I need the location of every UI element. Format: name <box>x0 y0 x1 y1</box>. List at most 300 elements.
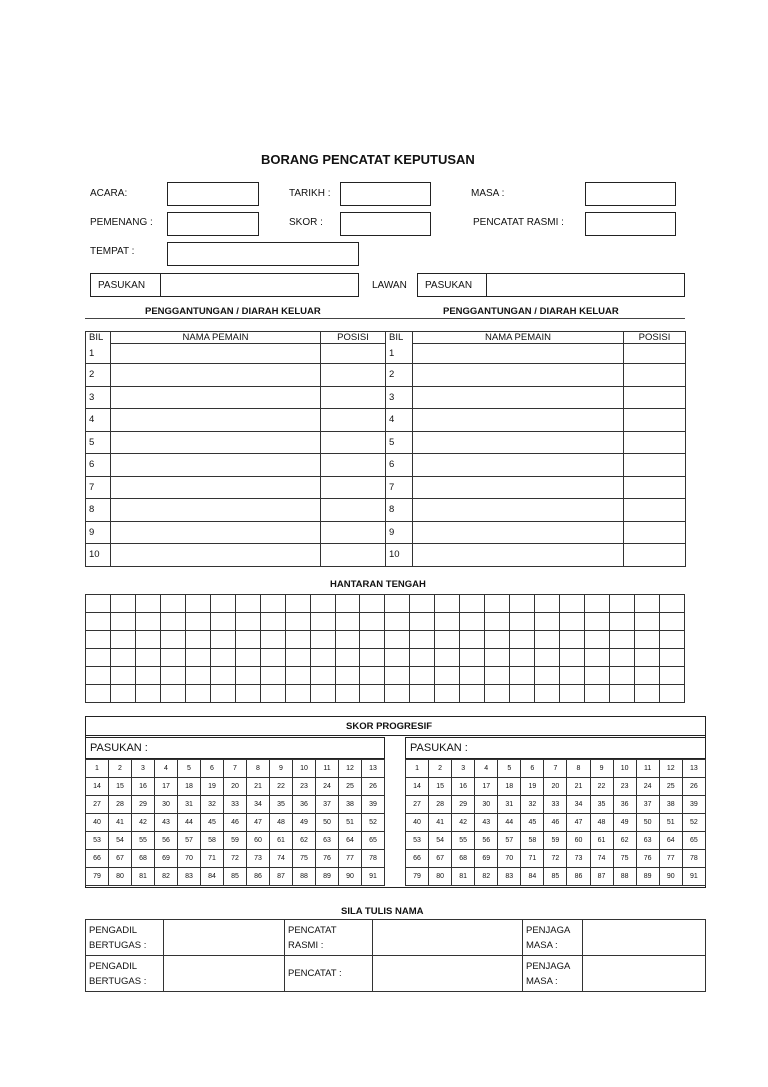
hantaran-cell[interactable] <box>585 613 610 631</box>
skor-cell[interactable]: 55 <box>132 832 155 850</box>
skor-cell[interactable]: 46 <box>544 814 567 832</box>
skor-cell[interactable]: 3 <box>452 760 475 778</box>
skor-cell[interactable]: 5 <box>178 760 201 778</box>
hantaran-cell[interactable] <box>135 667 160 685</box>
skor-cell[interactable]: 60 <box>247 832 270 850</box>
skor-cell[interactable]: 28 <box>109 796 132 814</box>
skor-cell[interactable]: 10 <box>293 760 316 778</box>
hantaran-cell[interactable] <box>285 685 310 703</box>
hantaran-cell[interactable] <box>235 667 260 685</box>
hantaran-cell[interactable] <box>460 685 485 703</box>
hantaran-cell[interactable] <box>285 649 310 667</box>
penjaga-masa-name-cell[interactable] <box>583 920 706 956</box>
skor-cell[interactable]: 17 <box>155 778 178 796</box>
skor-cell[interactable]: 68 <box>452 850 475 868</box>
skor-cell[interactable]: 49 <box>613 814 636 832</box>
hantaran-cell[interactable] <box>634 649 659 667</box>
skor-cell[interactable]: 26 <box>362 778 385 796</box>
skor-cell[interactable]: 34 <box>567 796 590 814</box>
nama-cell[interactable] <box>111 409 321 432</box>
hantaran-cell[interactable] <box>260 631 285 649</box>
hantaran-cell[interactable] <box>385 595 410 613</box>
hantaran-cell[interactable] <box>285 613 310 631</box>
pencatat-rasmi-field[interactable] <box>585 212 676 236</box>
skor-cell[interactable]: 84 <box>521 868 544 886</box>
hantaran-cell[interactable] <box>535 595 560 613</box>
hantaran-cell[interactable] <box>460 667 485 685</box>
hantaran-cell[interactable] <box>410 595 435 613</box>
hantaran-cell[interactable] <box>310 649 335 667</box>
nama-cell[interactable] <box>111 521 321 544</box>
hantaran-cell[interactable] <box>535 613 560 631</box>
skor-cell[interactable]: 91 <box>682 868 705 886</box>
skor-cell[interactable]: 56 <box>475 832 498 850</box>
hantaran-cell[interactable] <box>610 631 635 649</box>
skor-cell[interactable]: 72 <box>224 850 247 868</box>
skor-cell[interactable]: 89 <box>636 868 659 886</box>
skor-cell[interactable]: 19 <box>201 778 224 796</box>
hantaran-cell[interactable] <box>485 649 510 667</box>
skor-cell[interactable]: 28 <box>429 796 452 814</box>
skor-cell[interactable]: 87 <box>590 868 613 886</box>
hantaran-cell[interactable] <box>235 631 260 649</box>
nama-cell[interactable] <box>111 344 321 364</box>
skor-cell[interactable]: 25 <box>339 778 362 796</box>
skor-cell[interactable]: 24 <box>316 778 339 796</box>
skor-cell[interactable]: 50 <box>316 814 339 832</box>
skor-cell[interactable]: 36 <box>293 796 316 814</box>
skor-cell[interactable]: 79 <box>86 868 109 886</box>
hantaran-cell[interactable] <box>435 613 460 631</box>
skor-cell[interactable]: 64 <box>339 832 362 850</box>
posisi-cell[interactable] <box>321 499 386 522</box>
hantaran-cell[interactable] <box>110 667 135 685</box>
skor-cell[interactable]: 53 <box>406 832 429 850</box>
skor-cell[interactable]: 53 <box>86 832 109 850</box>
hantaran-cell[interactable] <box>435 631 460 649</box>
skor-cell[interactable]: 86 <box>247 868 270 886</box>
hantaran-cell[interactable] <box>485 595 510 613</box>
skor-cell[interactable]: 14 <box>406 778 429 796</box>
skor-cell[interactable]: 39 <box>682 796 705 814</box>
skor-cell[interactable]: 32 <box>201 796 224 814</box>
skor-cell[interactable]: 8 <box>247 760 270 778</box>
hantaran-cell[interactable] <box>560 631 585 649</box>
posisi-cell[interactable] <box>624 499 686 522</box>
hantaran-cell[interactable] <box>585 649 610 667</box>
skor-cell[interactable]: 9 <box>590 760 613 778</box>
skor-cell[interactable]: 37 <box>636 796 659 814</box>
hantaran-cell[interactable] <box>485 631 510 649</box>
pencatat-name-cell[interactable] <box>373 956 523 992</box>
skor-cell[interactable]: 87 <box>270 868 293 886</box>
hantaran-cell[interactable] <box>510 595 535 613</box>
hantaran-cell[interactable] <box>110 649 135 667</box>
skor-cell[interactable]: 66 <box>406 850 429 868</box>
skor-cell[interactable]: 14 <box>86 778 109 796</box>
nama-cell[interactable] <box>111 544 321 567</box>
hantaran-cell[interactable] <box>510 685 535 703</box>
hantaran-cell[interactable] <box>634 613 659 631</box>
posisi-cell[interactable] <box>624 386 686 409</box>
skor-cell[interactable]: 41 <box>109 814 132 832</box>
hantaran-cell[interactable] <box>185 685 210 703</box>
hantaran-cell[interactable] <box>135 649 160 667</box>
posisi-cell[interactable] <box>321 364 386 387</box>
skor-cell[interactable]: 23 <box>613 778 636 796</box>
skor-cell[interactable]: 83 <box>178 868 201 886</box>
hantaran-cell[interactable] <box>335 595 360 613</box>
posisi-cell[interactable] <box>624 476 686 499</box>
skor-cell[interactable]: 59 <box>544 832 567 850</box>
skor-cell[interactable]: 60 <box>567 832 590 850</box>
hantaran-cell[interactable] <box>86 667 111 685</box>
skor-cell[interactable]: 29 <box>132 796 155 814</box>
hantaran-cell[interactable] <box>410 685 435 703</box>
hantaran-cell[interactable] <box>560 667 585 685</box>
hantaran-cell[interactable] <box>86 613 111 631</box>
pengadil-name-cell[interactable] <box>164 920 285 956</box>
skor-cell[interactable]: 46 <box>224 814 247 832</box>
nama-cell[interactable] <box>413 344 624 364</box>
posisi-cell[interactable] <box>624 409 686 432</box>
hantaran-cell[interactable] <box>285 631 310 649</box>
skor-cell[interactable]: 15 <box>429 778 452 796</box>
hantaran-cell[interactable] <box>210 685 235 703</box>
skor-cell[interactable]: 89 <box>316 868 339 886</box>
hantaran-cell[interactable] <box>659 667 684 685</box>
hantaran-cell[interactable] <box>585 667 610 685</box>
skor-cell[interactable]: 26 <box>682 778 705 796</box>
hantaran-cell[interactable] <box>185 613 210 631</box>
skor-cell[interactable]: 70 <box>178 850 201 868</box>
hantaran-cell[interactable] <box>659 631 684 649</box>
nama-cell[interactable] <box>111 476 321 499</box>
skor-cell[interactable]: 45 <box>201 814 224 832</box>
hantaran-cell[interactable] <box>510 667 535 685</box>
skor-cell[interactable]: 41 <box>429 814 452 832</box>
hantaran-cell[interactable] <box>560 595 585 613</box>
skor-cell[interactable]: 90 <box>339 868 362 886</box>
skor-cell[interactable]: 16 <box>132 778 155 796</box>
skor-cell[interactable]: 76 <box>636 850 659 868</box>
skor-cell[interactable]: 4 <box>155 760 178 778</box>
skor-cell[interactable]: 11 <box>636 760 659 778</box>
pencatat-rasmi-name-cell[interactable] <box>373 920 523 956</box>
hantaran-cell[interactable] <box>360 613 385 631</box>
hantaran-cell[interactable] <box>560 685 585 703</box>
nama-cell[interactable] <box>111 454 321 477</box>
hantaran-cell[interactable] <box>410 613 435 631</box>
skor-cell[interactable]: 30 <box>475 796 498 814</box>
hantaran-cell[interactable] <box>185 667 210 685</box>
skor-cell[interactable]: 37 <box>316 796 339 814</box>
skor-cell[interactable]: 35 <box>590 796 613 814</box>
hantaran-cell[interactable] <box>135 595 160 613</box>
skor-cell[interactable]: 38 <box>659 796 682 814</box>
skor-cell[interactable]: 31 <box>178 796 201 814</box>
hantaran-cell[interactable] <box>135 685 160 703</box>
hantaran-cell[interactable] <box>260 649 285 667</box>
hantaran-cell[interactable] <box>385 631 410 649</box>
skor-cell[interactable]: 57 <box>178 832 201 850</box>
hantaran-cell[interactable] <box>634 631 659 649</box>
nama-cell[interactable] <box>413 409 624 432</box>
skor-cell[interactable]: 32 <box>521 796 544 814</box>
skor-cell[interactable]: 21 <box>567 778 590 796</box>
nama-cell[interactable] <box>413 499 624 522</box>
hantaran-cell[interactable] <box>485 613 510 631</box>
hantaran-cell[interactable] <box>260 595 285 613</box>
hantaran-cell[interactable] <box>385 667 410 685</box>
skor-cell[interactable]: 88 <box>613 868 636 886</box>
acara-field[interactable] <box>167 182 259 206</box>
hantaran-cell[interactable] <box>634 685 659 703</box>
hantaran-cell[interactable] <box>235 649 260 667</box>
skor-cell[interactable]: 4 <box>475 760 498 778</box>
skor-cell[interactable]: 81 <box>132 868 155 886</box>
skor-cell[interactable]: 21 <box>247 778 270 796</box>
hantaran-cell[interactable] <box>185 649 210 667</box>
skor-cell[interactable]: 78 <box>362 850 385 868</box>
skor-cell[interactable]: 71 <box>521 850 544 868</box>
skor-cell[interactable]: 31 <box>498 796 521 814</box>
skor-cell[interactable]: 18 <box>498 778 521 796</box>
skor-cell[interactable]: 48 <box>270 814 293 832</box>
skor-cell[interactable]: 62 <box>613 832 636 850</box>
skor-cell[interactable]: 45 <box>521 814 544 832</box>
skor-cell[interactable]: 66 <box>86 850 109 868</box>
hantaran-cell[interactable] <box>410 631 435 649</box>
hantaran-cell[interactable] <box>260 613 285 631</box>
hantaran-cell[interactable] <box>585 595 610 613</box>
hantaran-cell[interactable] <box>560 613 585 631</box>
skor-cell[interactable]: 74 <box>590 850 613 868</box>
hantaran-cell[interactable] <box>160 667 185 685</box>
nama-cell[interactable] <box>111 386 321 409</box>
pemenang-field[interactable] <box>167 212 259 236</box>
hantaran-cell[interactable] <box>260 685 285 703</box>
hantaran-cell[interactable] <box>210 595 235 613</box>
skor-cell[interactable]: 6 <box>201 760 224 778</box>
skor-cell[interactable]: 43 <box>155 814 178 832</box>
skor-cell[interactable]: 84 <box>201 868 224 886</box>
hantaran-cell[interactable] <box>360 685 385 703</box>
hantaran-cell[interactable] <box>634 667 659 685</box>
hantaran-cell[interactable] <box>385 649 410 667</box>
hantaran-cell[interactable] <box>460 613 485 631</box>
skor-cell[interactable]: 82 <box>475 868 498 886</box>
hantaran-cell[interactable] <box>435 649 460 667</box>
hantaran-cell[interactable] <box>210 667 235 685</box>
hantaran-cell[interactable] <box>410 649 435 667</box>
skor-cell[interactable]: 9 <box>270 760 293 778</box>
skor-cell[interactable]: 23 <box>293 778 316 796</box>
posisi-cell[interactable] <box>321 476 386 499</box>
posisi-cell[interactable] <box>321 344 386 364</box>
skor-cell[interactable]: 76 <box>316 850 339 868</box>
skor-cell[interactable]: 15 <box>109 778 132 796</box>
skor-cell[interactable]: 27 <box>86 796 109 814</box>
skor-cell[interactable]: 36 <box>613 796 636 814</box>
skor-cell[interactable]: 48 <box>590 814 613 832</box>
skor-cell[interactable]: 74 <box>270 850 293 868</box>
hantaran-cell[interactable] <box>86 649 111 667</box>
skor-cell[interactable]: 54 <box>429 832 452 850</box>
hantaran-cell[interactable] <box>185 631 210 649</box>
skor-cell[interactable]: 58 <box>521 832 544 850</box>
skor-cell[interactable]: 77 <box>339 850 362 868</box>
skor-cell[interactable]: 33 <box>544 796 567 814</box>
skor-cell[interactable]: 20 <box>544 778 567 796</box>
skor-cell[interactable]: 44 <box>178 814 201 832</box>
skor-cell[interactable]: 86 <box>567 868 590 886</box>
hantaran-cell[interactable] <box>285 667 310 685</box>
skor-cell[interactable]: 82 <box>155 868 178 886</box>
skor-cell[interactable]: 72 <box>544 850 567 868</box>
skor-cell[interactable]: 67 <box>429 850 452 868</box>
skor-cell[interactable]: 29 <box>452 796 475 814</box>
hantaran-cell[interactable] <box>659 685 684 703</box>
skor-cell[interactable]: 65 <box>362 832 385 850</box>
hantaran-cell[interactable] <box>110 595 135 613</box>
skor-cell[interactable]: 6 <box>521 760 544 778</box>
skor-cell[interactable]: 7 <box>544 760 567 778</box>
nama-cell[interactable] <box>413 431 624 454</box>
skor-cell[interactable]: 85 <box>544 868 567 886</box>
skor-cell[interactable]: 18 <box>178 778 201 796</box>
skor-cell[interactable]: 35 <box>270 796 293 814</box>
skor-cell[interactable]: 67 <box>109 850 132 868</box>
skor-cell[interactable]: 12 <box>659 760 682 778</box>
skor-cell[interactable]: 70 <box>498 850 521 868</box>
skor-cell[interactable]: 12 <box>339 760 362 778</box>
skor-cell[interactable]: 90 <box>659 868 682 886</box>
posisi-cell[interactable] <box>624 544 686 567</box>
skor-cell[interactable]: 85 <box>224 868 247 886</box>
skor-cell[interactable]: 39 <box>362 796 385 814</box>
skor-cell[interactable]: 75 <box>293 850 316 868</box>
hantaran-cell[interactable] <box>659 595 684 613</box>
hantaran-cell[interactable] <box>460 595 485 613</box>
hantaran-cell[interactable] <box>235 613 260 631</box>
hantaran-cell[interactable] <box>360 667 385 685</box>
skor-cell[interactable]: 17 <box>475 778 498 796</box>
hantaran-cell[interactable] <box>160 595 185 613</box>
hantaran-cell[interactable] <box>235 685 260 703</box>
tempat-field[interactable] <box>167 242 359 266</box>
hantaran-cell[interactable] <box>210 649 235 667</box>
posisi-cell[interactable] <box>321 409 386 432</box>
skor-cell[interactable]: 22 <box>590 778 613 796</box>
skor-cell[interactable]: 77 <box>659 850 682 868</box>
skor-cell[interactable]: 51 <box>659 814 682 832</box>
posisi-cell[interactable] <box>624 454 686 477</box>
hantaran-cell[interactable] <box>634 595 659 613</box>
skor-cell[interactable]: 52 <box>362 814 385 832</box>
nama-cell[interactable] <box>413 544 624 567</box>
skor-cell[interactable]: 52 <box>682 814 705 832</box>
hantaran-cell[interactable] <box>510 631 535 649</box>
hantaran-cell[interactable] <box>385 613 410 631</box>
skor-cell[interactable]: 19 <box>521 778 544 796</box>
skor-cell[interactable]: 62 <box>293 832 316 850</box>
skor-cell[interactable]: 75 <box>613 850 636 868</box>
skor-cell[interactable]: 7 <box>224 760 247 778</box>
nama-cell[interactable] <box>413 521 624 544</box>
hantaran-cell[interactable] <box>335 685 360 703</box>
skor-cell[interactable]: 58 <box>201 832 224 850</box>
skor-cell[interactable]: 50 <box>636 814 659 832</box>
masa-field[interactable] <box>585 182 676 206</box>
skor-cell[interactable]: 54 <box>109 832 132 850</box>
hantaran-cell[interactable] <box>310 667 335 685</box>
skor-cell[interactable]: 56 <box>155 832 178 850</box>
nama-cell[interactable] <box>111 499 321 522</box>
hantaran-cell[interactable] <box>110 613 135 631</box>
skor-cell[interactable]: 59 <box>224 832 247 850</box>
skor-cell[interactable]: 78 <box>682 850 705 868</box>
hantaran-cell[interactable] <box>485 685 510 703</box>
skor-cell[interactable]: 20 <box>224 778 247 796</box>
hantaran-cell[interactable] <box>610 667 635 685</box>
skor-cell[interactable]: 11 <box>316 760 339 778</box>
tarikh-field[interactable] <box>340 182 431 206</box>
hantaran-cell[interactable] <box>410 667 435 685</box>
nama-cell[interactable] <box>111 364 321 387</box>
skor-cell[interactable]: 80 <box>429 868 452 886</box>
hantaran-cell[interactable] <box>535 649 560 667</box>
skor-cell[interactable]: 44 <box>498 814 521 832</box>
hantaran-cell[interactable] <box>610 613 635 631</box>
skor-cell[interactable]: 5 <box>498 760 521 778</box>
posisi-cell[interactable] <box>624 431 686 454</box>
skor-cell[interactable]: 42 <box>132 814 155 832</box>
skor-field[interactable] <box>340 212 431 236</box>
hantaran-cell[interactable] <box>360 649 385 667</box>
skor-cell[interactable]: 69 <box>475 850 498 868</box>
hantaran-cell[interactable] <box>659 649 684 667</box>
hantaran-cell[interactable] <box>86 595 111 613</box>
skor-cell[interactable]: 64 <box>659 832 682 850</box>
hantaran-cell[interactable] <box>310 595 335 613</box>
hantaran-cell[interactable] <box>560 649 585 667</box>
posisi-cell[interactable] <box>321 521 386 544</box>
skor-cell[interactable]: 40 <box>406 814 429 832</box>
hantaran-cell[interactable] <box>360 595 385 613</box>
posisi-cell[interactable] <box>624 521 686 544</box>
hantaran-cell[interactable] <box>585 685 610 703</box>
skor-cell[interactable]: 73 <box>567 850 590 868</box>
skor-cell[interactable]: 30 <box>155 796 178 814</box>
skor-cell[interactable]: 79 <box>406 868 429 886</box>
hantaran-cell[interactable] <box>435 595 460 613</box>
skor-cell[interactable]: 1 <box>406 760 429 778</box>
skor-cell[interactable]: 68 <box>132 850 155 868</box>
penjaga-masa-name-cell[interactable] <box>583 956 706 992</box>
nama-cell[interactable] <box>413 364 624 387</box>
hantaran-cell[interactable] <box>185 595 210 613</box>
nama-cell[interactable] <box>413 476 624 499</box>
hantaran-cell[interactable] <box>535 667 560 685</box>
skor-cell[interactable]: 2 <box>109 760 132 778</box>
skor-cell[interactable]: 83 <box>498 868 521 886</box>
skor-cell[interactable]: 42 <box>452 814 475 832</box>
posisi-cell[interactable] <box>321 386 386 409</box>
skor-cell[interactable]: 63 <box>636 832 659 850</box>
skor-cell[interactable]: 40 <box>86 814 109 832</box>
hantaran-cell[interactable] <box>385 685 410 703</box>
